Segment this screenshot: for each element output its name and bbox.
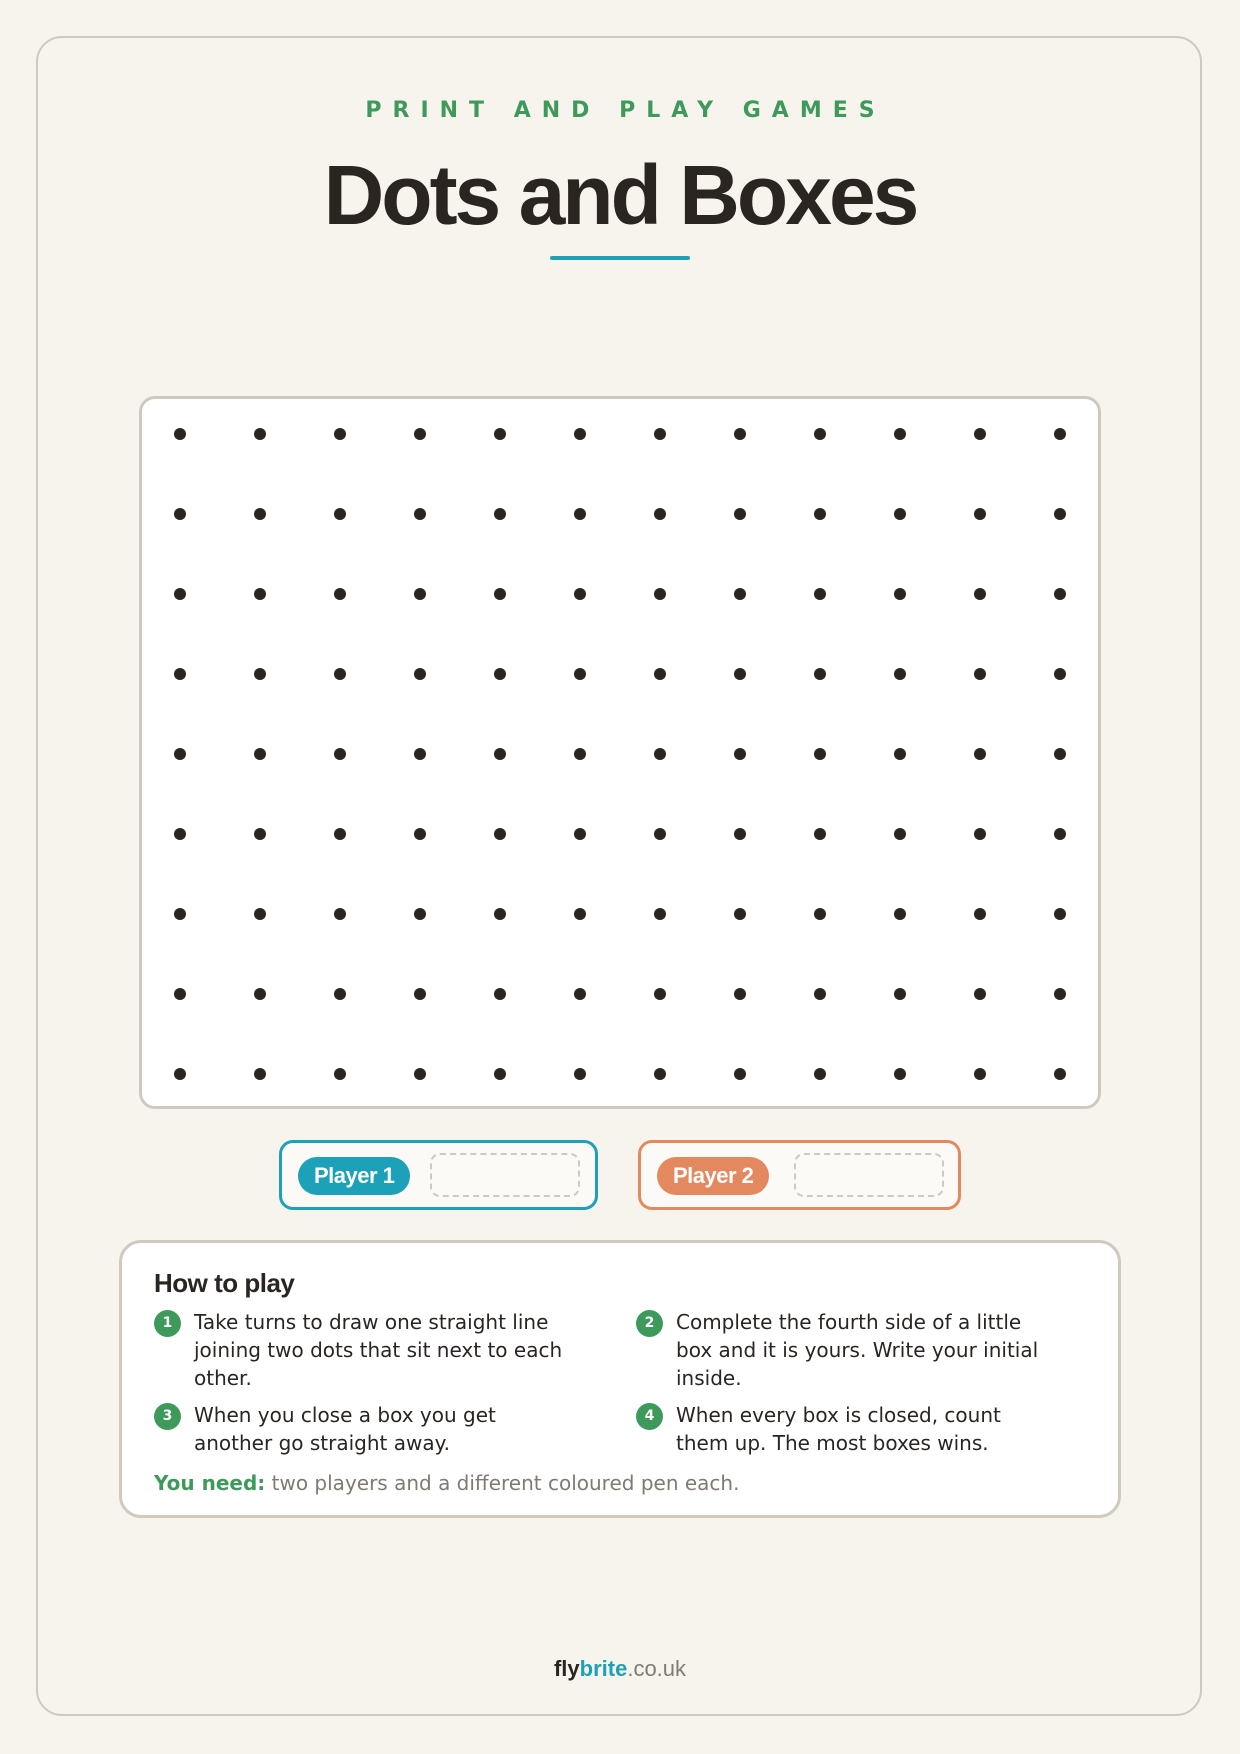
grid-dot[interactable] <box>654 748 666 760</box>
grid-dot[interactable] <box>814 668 826 680</box>
grid-dot[interactable] <box>254 988 266 1000</box>
grid-dot[interactable] <box>174 668 186 680</box>
grid-dot[interactable] <box>814 588 826 600</box>
footer-brand <box>0 1656 1240 1682</box>
how-to-play-title: How to play <box>154 1268 295 1298</box>
grid-dot[interactable] <box>974 988 986 1000</box>
grid-dot[interactable] <box>174 508 186 520</box>
grid-dot[interactable] <box>174 1068 186 1080</box>
grid-dot[interactable] <box>254 668 266 680</box>
grid-dot[interactable] <box>574 508 586 520</box>
grid-dot[interactable] <box>734 748 746 760</box>
you-need-label: You need: <box>154 1471 266 1495</box>
grid-dot[interactable] <box>814 428 826 440</box>
grid-dot[interactable] <box>734 828 746 840</box>
step-number-badge: 4 <box>636 1403 663 1430</box>
grid-dot[interactable] <box>1054 1068 1066 1080</box>
grid-dot[interactable] <box>254 748 266 760</box>
grid-dot[interactable] <box>974 828 986 840</box>
grid-dot[interactable] <box>334 828 346 840</box>
step-text: Complete the fourth side of a little box and it is yours. Write your initial inside. <box>676 1310 1039 1390</box>
step-number-badge: 2 <box>636 1310 663 1337</box>
grid-dot[interactable] <box>414 748 426 760</box>
grid-dot[interactable] <box>1054 588 1066 600</box>
grid-dot[interactable] <box>974 668 986 680</box>
grid-dot[interactable] <box>494 668 506 680</box>
player-1-score-box[interactable] <box>430 1153 580 1197</box>
grid-dot[interactable] <box>334 748 346 760</box>
grid-dot[interactable] <box>894 428 906 440</box>
grid-dot[interactable] <box>734 428 746 440</box>
you-need-text: two players and a different coloured pen each. <box>271 1471 740 1495</box>
grid-dot[interactable] <box>574 1068 586 1080</box>
grid-dot[interactable] <box>254 1068 266 1080</box>
grid-dot[interactable] <box>814 1068 826 1080</box>
grid-dot[interactable] <box>414 428 426 440</box>
grid-dot[interactable] <box>974 748 986 760</box>
player-2-score-box[interactable] <box>794 1153 944 1197</box>
step-text: When every box is closed, count them up. The most boxes wins. <box>676 1403 1001 1455</box>
grid-dot[interactable] <box>814 908 826 920</box>
grid-dot[interactable] <box>414 588 426 600</box>
dot-grid <box>142 399 1098 1106</box>
title-underline <box>550 256 690 260</box>
grid-dot[interactable] <box>894 988 906 1000</box>
grid-dot[interactable] <box>654 508 666 520</box>
grid-dot[interactable] <box>574 748 586 760</box>
grid-dot[interactable] <box>494 828 506 840</box>
dot-grid-board[interactable] <box>139 396 1101 1109</box>
grid-dot[interactable] <box>814 828 826 840</box>
grid-dot[interactable] <box>414 508 426 520</box>
grid-dot[interactable] <box>734 1068 746 1080</box>
grid-dot[interactable] <box>734 908 746 920</box>
grid-dot[interactable] <box>254 428 266 440</box>
grid-dot[interactable] <box>814 748 826 760</box>
grid-dot[interactable] <box>174 748 186 760</box>
grid-dot[interactable] <box>894 828 906 840</box>
grid-dot[interactable] <box>254 588 266 600</box>
grid-dot[interactable] <box>734 588 746 600</box>
grid-dot[interactable] <box>334 1068 346 1080</box>
grid-dot[interactable] <box>494 988 506 1000</box>
grid-dot[interactable] <box>414 908 426 920</box>
player-2-card <box>638 1140 961 1210</box>
step-text: Take turns to draw one straight line joining two dots that sit next to each other. <box>194 1310 563 1390</box>
grid-dot[interactable] <box>894 588 906 600</box>
grid-dot[interactable] <box>174 908 186 920</box>
how-to-play-panel <box>119 1240 1121 1518</box>
grid-dot[interactable] <box>574 908 586 920</box>
grid-dot[interactable] <box>974 908 986 920</box>
grid-dot[interactable] <box>334 508 346 520</box>
grid-dot[interactable] <box>894 508 906 520</box>
grid-dot[interactable] <box>254 908 266 920</box>
grid-dot[interactable] <box>254 828 266 840</box>
grid-dot[interactable] <box>894 908 906 920</box>
grid-dot[interactable] <box>574 668 586 680</box>
grid-dot[interactable] <box>1054 748 1066 760</box>
grid-dot[interactable] <box>894 748 906 760</box>
grid-dot[interactable] <box>1054 428 1066 440</box>
you-need-note <box>154 1471 739 1495</box>
eyebrow-label: PRINT AND PLAY GAMES <box>365 98 886 123</box>
grid-dot[interactable] <box>334 588 346 600</box>
grid-dot[interactable] <box>654 1068 666 1080</box>
brand-domain: .co.uk <box>627 1656 687 1681</box>
grid-dot[interactable] <box>654 668 666 680</box>
grid-dot[interactable] <box>574 988 586 1000</box>
grid-dot[interactable] <box>254 508 266 520</box>
grid-dot[interactable] <box>654 828 666 840</box>
grid-dot[interactable] <box>174 428 186 440</box>
grid-dot[interactable] <box>1054 668 1066 680</box>
grid-dot[interactable] <box>174 828 186 840</box>
grid-dot[interactable] <box>574 428 586 440</box>
grid-dot[interactable] <box>494 908 506 920</box>
grid-dot[interactable] <box>894 668 906 680</box>
grid-dot[interactable] <box>494 508 506 520</box>
brand-fly: fly <box>553 1656 580 1681</box>
grid-dot[interactable] <box>414 988 426 1000</box>
brand-brite: brite <box>579 1656 628 1681</box>
step-number-badge: 1 <box>154 1310 181 1337</box>
step-number-badge: 3 <box>154 1403 181 1430</box>
grid-dot[interactable] <box>174 588 186 600</box>
grid-dot[interactable] <box>654 988 666 1000</box>
page-title: Dots and Boxes <box>323 148 917 242</box>
grid-dot[interactable] <box>1054 508 1066 520</box>
grid-dot[interactable] <box>414 828 426 840</box>
grid-dot[interactable] <box>734 988 746 1000</box>
grid-dot[interactable] <box>494 1068 506 1080</box>
grid-dot[interactable] <box>654 588 666 600</box>
grid-dot[interactable] <box>814 988 826 1000</box>
player-1-label: Player 1 <box>298 1157 410 1195</box>
grid-dot[interactable] <box>334 908 346 920</box>
grid-dot[interactable] <box>494 748 506 760</box>
grid-dot[interactable] <box>654 908 666 920</box>
grid-dot[interactable] <box>174 988 186 1000</box>
grid-dot[interactable] <box>894 1068 906 1080</box>
grid-dot[interactable] <box>974 1068 986 1080</box>
grid-dot[interactable] <box>494 428 506 440</box>
grid-dot[interactable] <box>334 668 346 680</box>
grid-dot[interactable] <box>814 508 826 520</box>
grid-dot[interactable] <box>414 1068 426 1080</box>
grid-dot[interactable] <box>734 508 746 520</box>
grid-dot[interactable] <box>494 588 506 600</box>
grid-dot[interactable] <box>974 588 986 600</box>
grid-dot[interactable] <box>1054 988 1066 1000</box>
grid-dot[interactable] <box>654 428 666 440</box>
grid-dot[interactable] <box>974 508 986 520</box>
step-text: When you close a box you get another go straight away. <box>194 1403 496 1455</box>
grid-dot[interactable] <box>414 668 426 680</box>
grid-dot[interactable] <box>574 588 586 600</box>
grid-dot[interactable] <box>1054 908 1066 920</box>
player-2-label: Player 2 <box>657 1157 769 1195</box>
grid-dot[interactable] <box>1054 828 1066 840</box>
grid-dot[interactable] <box>334 428 346 440</box>
grid-dot[interactable] <box>974 428 986 440</box>
player-1-card <box>279 1140 598 1210</box>
grid-dot[interactable] <box>574 828 586 840</box>
grid-dot[interactable] <box>734 668 746 680</box>
grid-dot[interactable] <box>334 988 346 1000</box>
